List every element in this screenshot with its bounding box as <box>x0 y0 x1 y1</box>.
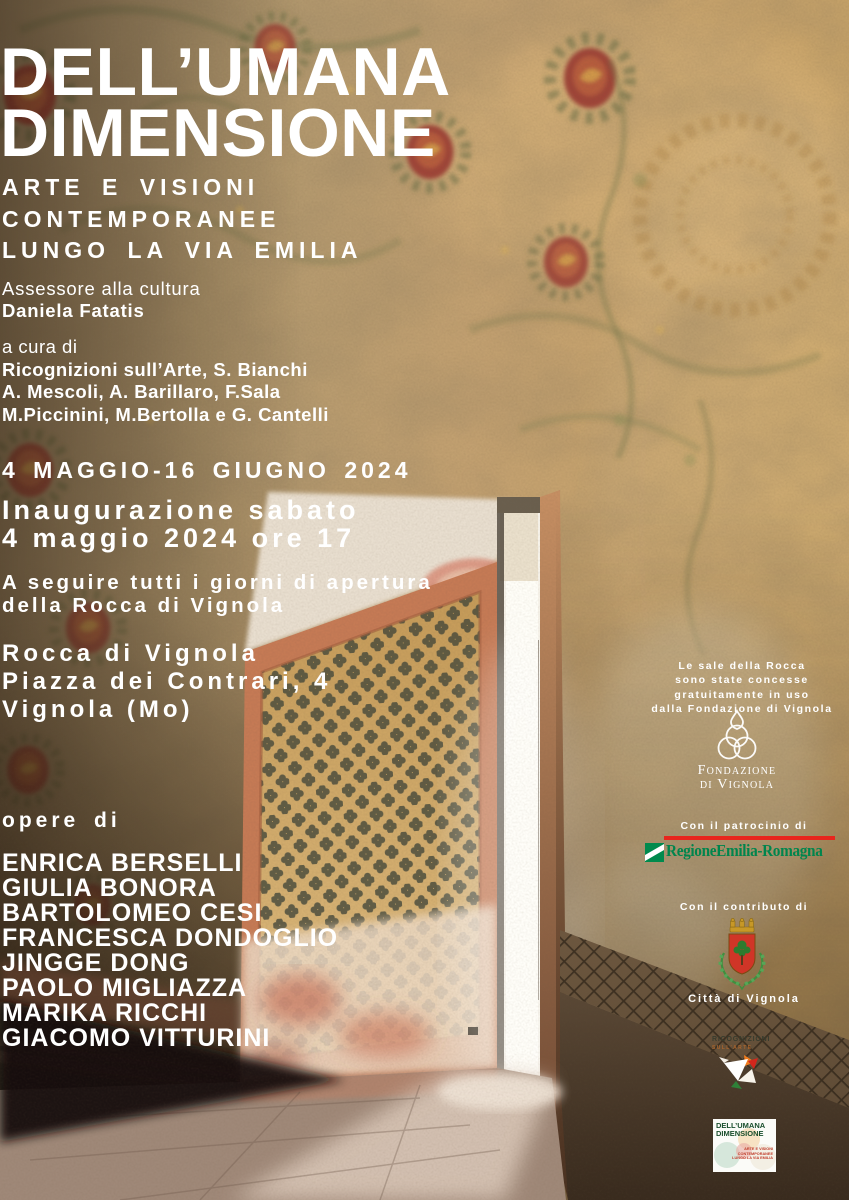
venue-block <box>2 640 331 724</box>
mini-logo-subtitle-line: ARTE E VISIONI <box>744 1147 773 1151</box>
rooms-note-line: sono state concesse <box>675 674 809 687</box>
opening-block <box>2 497 360 552</box>
subtitle-line: LUNGO LA VIA EMILIA <box>2 237 363 263</box>
followup-line: A seguire tutti i giorni di apertura <box>2 571 433 594</box>
rooms-note-line: gratuitamente in uso <box>674 688 810 701</box>
mini-logo-subtitle-line: CONTEMPORANEE <box>737 1151 773 1156</box>
mini-logo-subtitle <box>732 1147 773 1161</box>
curators-line: A. Mescoli, A. Barillaro, F.Sala <box>2 381 281 402</box>
assessore-label: Assessore alla cultura <box>2 278 201 299</box>
rooms-note-line: Le sale della Rocca <box>678 660 806 672</box>
artist-name: GIULIA BONORA <box>2 874 217 902</box>
fondazione-name-line: Fondazione <box>697 763 777 778</box>
artist-name: MARIKA RICCHI <box>2 999 208 1027</box>
subtitle-line: CONTEMPORANEE <box>2 205 281 232</box>
mini-logo-title-line: DELL’UMANA <box>716 1121 766 1130</box>
works-label: opere di <box>2 809 121 832</box>
fondazione-vignola-name <box>667 764 807 791</box>
followup-line: della Rocca di Vignola <box>2 594 286 617</box>
subtitle-line: ARTE E VISIONI <box>2 174 260 200</box>
poster-title <box>0 34 451 171</box>
patronage-label: Con il patrocinio di <box>680 820 808 832</box>
fondazione-name-line: di Vignola <box>699 776 775 792</box>
curated-by-label: a cura di <box>2 336 78 357</box>
title-line-2: DIMENSIONE <box>0 95 436 171</box>
assessore-block <box>2 278 201 321</box>
city-of-vignola-label: Città di Vignola <box>688 993 800 1005</box>
origami-crane-icon <box>718 1047 766 1093</box>
mini-logo-title <box>716 1122 765 1138</box>
venue-name: Rocca di Vignola <box>2 640 259 667</box>
title-line-1: DELL’UMANA <box>0 34 451 110</box>
rooms-note-line: dalla Fondazione di Vignola <box>651 702 833 715</box>
curators-line: M.Piccinini, M.Bertolla e G. Cantelli <box>2 403 329 425</box>
followup-block <box>2 571 433 617</box>
exhibition-dates: 4 MAGGIO-16 GIUGNO 2024 <box>2 457 412 483</box>
regione-emilia-romagna-logo <box>645 835 840 868</box>
curators-line: Ricognizioni sull’Arte, S. Bianchi <box>2 358 308 380</box>
venue-city: Vignola (Mo) <box>2 696 194 723</box>
artist-name: PAOLO MIGLIAZZA <box>2 974 248 1002</box>
opening-line: Inaugurazione sabato <box>2 495 360 525</box>
assessore-name: Daniela Fatatis <box>2 299 145 321</box>
artist-name: JINGGE DONG <box>2 949 190 977</box>
regione-green-square-icon <box>645 843 664 862</box>
venue-address: Piazza dei Contrari, 4 <box>2 668 332 695</box>
artist-list <box>2 851 338 1051</box>
mini-logo-subtitle-line: LUNGO LA VIA EMILIA <box>732 1156 773 1161</box>
dell-umana-dimensione-mini-logo <box>713 1119 776 1172</box>
regione-wordmark: RegioneEmilia-Romagna <box>666 841 823 860</box>
regione-red-bar <box>664 836 835 840</box>
mini-logo-title-line: DIMENSIONE <box>716 1129 764 1138</box>
sull-arte-wordmark: SULL’ARTE <box>712 1045 753 1051</box>
contribution-label: Con il contributo di <box>679 901 809 913</box>
opening-line: 4 maggio 2024 ore 17 <box>2 522 356 553</box>
vignola-coat-of-arms <box>710 915 774 991</box>
artist-name: BARTOLOMEO CESI <box>2 899 263 927</box>
rooms-note <box>636 659 848 716</box>
curation-block <box>2 336 329 426</box>
artist-name: FRANCESCA DONDOGLIO <box>2 924 339 952</box>
ricognizioni-wordmark: RICOGNIZIONI <box>712 1036 771 1043</box>
artist-name: GIACOMO VITTURINI <box>2 1024 271 1052</box>
artist-name: ENRICA BERSELLI <box>2 849 243 877</box>
fondazione-vignola-rings-icon <box>707 709 767 767</box>
poster-subtitle <box>2 172 362 267</box>
